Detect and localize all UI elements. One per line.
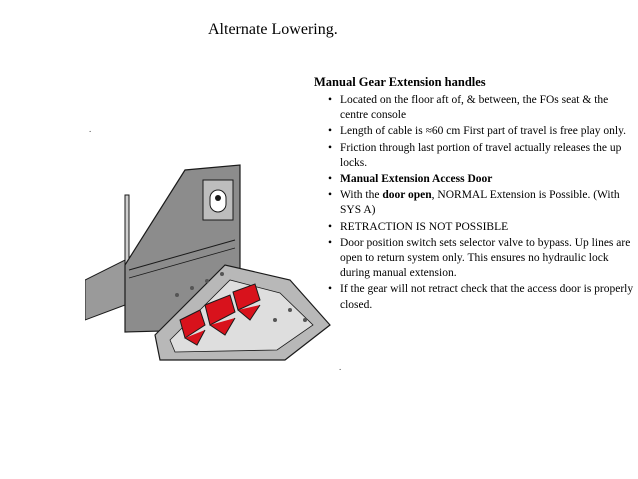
bullet-item [321,141,634,171]
fastener [175,293,179,297]
bullet-marker: • [328,220,333,233]
bullet-text: Located on the floor aft of, & between, the FOs seat & the centre console [340,94,609,122]
bullet-text: , NORMAL Extension is Possible. (With SYS A) [340,189,620,217]
fastener [303,318,307,322]
bullet-text: Manual Extension Access Door [340,173,493,186]
fastener [205,279,209,283]
bullet-text: RETRACTION IS NOT POSSIBLE [340,220,509,233]
bullet-text: Length of cable is ≈60 cm First part of travel is free play only. [340,125,626,138]
bullet-text: Friction through last portion of travel actually releases the up locks. [340,141,622,169]
bullet-marker: • [328,125,333,138]
bullet-marker: • [328,94,333,106]
bullet-text: With the [340,189,383,202]
fastener [288,308,292,312]
bullet-item [321,282,634,312]
stray-dot-left: . [89,124,92,134]
door-latch-pin [215,195,221,201]
bullet-list [314,93,634,313]
manual-gear-extension-illustration [85,160,335,365]
bullet-item [321,236,634,282]
bullet-marker: • [328,173,333,186]
bullet-item [321,188,634,218]
bullet-item [321,93,634,123]
bullet-marker: • [328,236,333,249]
bullet-text: door open [382,189,432,202]
fastener [273,318,277,322]
bullet-item [321,172,634,187]
slide-title: Alternate Lowering. [208,21,338,38]
bullet-marker: • [328,189,333,202]
bullet-item [321,124,634,139]
extension-handles-panel [314,75,634,314]
bullet-text: Door position switch sets selector valve to bypass. Up lines are open to return system only. This ensures no hydraulic lock during manual extension. [340,236,631,280]
bullet-marker: • [328,283,333,296]
bullet-item [321,220,634,235]
fastener [190,286,194,290]
panel-heading: Manual Gear Extension handles [314,75,486,89]
fastener [220,272,224,276]
stray-dot-panel: . [339,362,342,372]
bullet-marker: • [328,141,333,154]
bullet-text: If the gear will not retract check that the access door is properly closed. [340,283,634,311]
floor-panel [85,260,125,320]
